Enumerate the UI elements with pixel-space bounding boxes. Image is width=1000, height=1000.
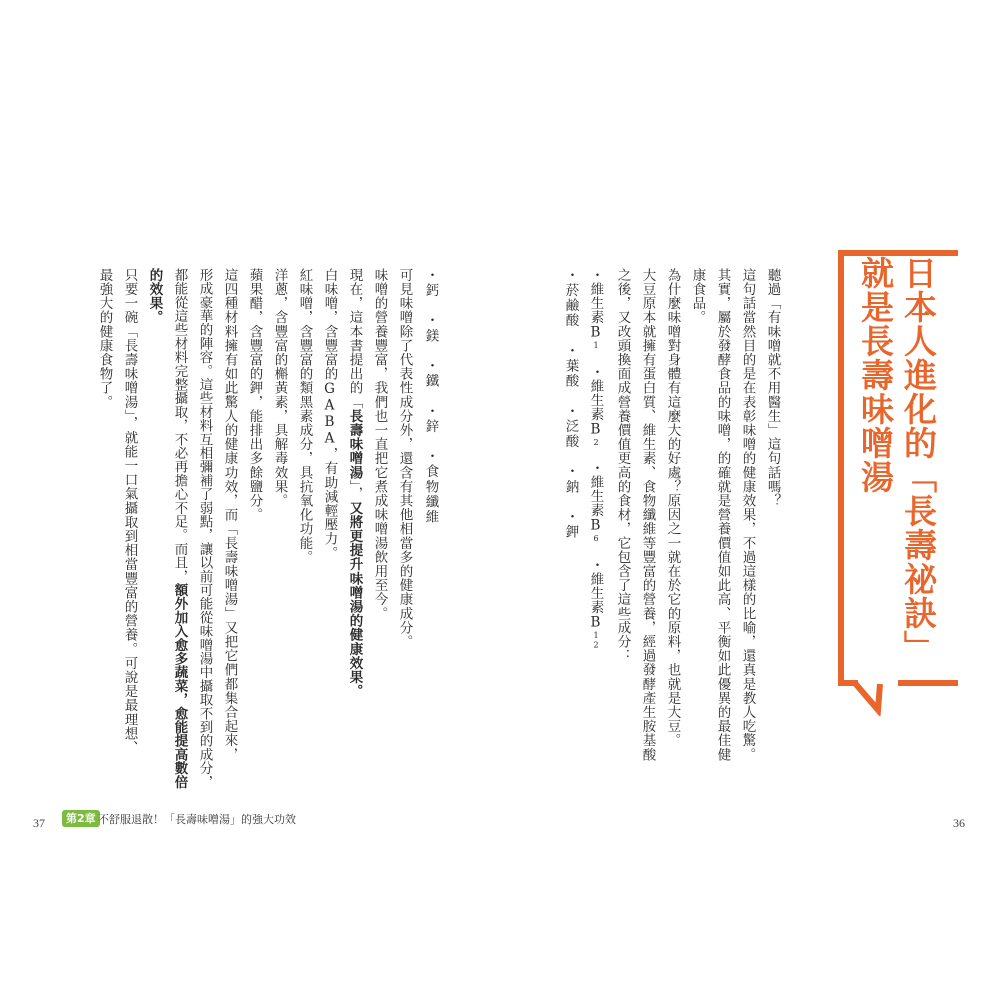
paragraph-line: 白味噌，含豐富的GABA，有助減輕壓力。 <box>321 268 338 560</box>
chapter-badge: 第2章 <box>62 810 100 827</box>
paragraph-line: 現在，這本書提出的「長壽味噌湯」，又將更提升味噌湯的健康效果。 <box>346 268 363 699</box>
vitamin-item: ・維生素B2 <box>587 364 604 448</box>
mineral-list: ・鈣 ・鎂 ・鐵 ・鋅 ・食物纖維 <box>422 268 439 525</box>
paragraph-line: 這句話當然目的是在表彰味噌的健康效果，不過這樣的比喻，還真是教人吃驚。 <box>739 268 756 762</box>
paragraph-line: 聽過「有味噌就不用醫生」這句話嗎？ <box>764 268 781 508</box>
paragraph-line: 味噌的營養豐富，我們也一直把它煮成味噌湯飲用至今。 <box>371 268 388 621</box>
paragraph-line: 都能從這些材料完整攝取，不必再擔心不足。而且，額外加入愈多蔬菜，愈能提高數倍 <box>171 268 188 789</box>
paragraph-line: 蘋果醋，含豐富的鉀，能排出多餘鹽分。 <box>246 268 263 522</box>
paragraph-line: 形成豪華的陣容。這些材料互相彌補了弱點，讓以前可能從味噌湯中攝取不到的成分， <box>196 268 213 789</box>
paragraph-line: 為什麼味噌對身體有這麼大的好處？原因之一就在於它的原料，也就是大豆。 <box>664 268 681 748</box>
paragraph-line: 之後，又改頭換面成營養價值更高的食材，它包含了這些成分： <box>614 268 631 663</box>
paragraph-line: 可見味噌除了代表性成分外，還含有其他相當多的健康成分。 <box>396 268 413 649</box>
chapter-heading-line1: 日本人進化的「長壽祕訣」 <box>899 256 938 664</box>
running-header-title: 不舒服退散！「長壽味噌湯」的強大功效 <box>98 813 296 826</box>
chapter-heading-line2: 就是長壽味噌湯 <box>856 256 895 494</box>
paragraph-line: 其實，屬於發酵食品的味噌，的確就是營養價值如此高、平衡如此優異的最佳健 <box>714 268 731 762</box>
paragraph-line: 紅味噌，含豐富的類黑素成分，具抗氧化功能。 <box>296 268 313 565</box>
vitamin-item: ・維生素B1 <box>587 268 604 351</box>
paragraph-line: 最強大的健康食物了。 <box>96 268 113 409</box>
paragraph-line: 洋蔥，含豐富的槲黃素，具解毒效果。 <box>271 268 288 508</box>
nutrient-list: ・菸鹼酸 ・葉酸 ・泛酸 ・鈉 ・鉀 <box>562 268 579 540</box>
paragraph-line: 大豆原本就擁有蛋白質、維生素、食物纖維等豐富的營養，經過發酵產生胺基酸 <box>639 268 656 762</box>
paragraph-line: 康食品。 <box>689 268 706 325</box>
vitamin-list <box>588 268 602 650</box>
vitamin-item: ・維生素B6 <box>587 461 604 545</box>
vitamin-item: ・維生素B12 <box>587 558 604 651</box>
paragraph-line: 的效果。 <box>146 268 163 325</box>
page-number-right: 36 <box>953 816 965 830</box>
paragraph-line: 只要一碗「長壽味噌湯」，就能一口氣攝取到相當豐富的營養。可說是最理想、 <box>121 268 138 755</box>
callout-tail-icon <box>852 680 888 716</box>
page-number-left: 37 <box>33 816 45 830</box>
paragraph-line: 這四種材料擁有如此驚人的健康功效，而「長壽味噌湯」又把它們都集合起來， <box>221 268 238 762</box>
